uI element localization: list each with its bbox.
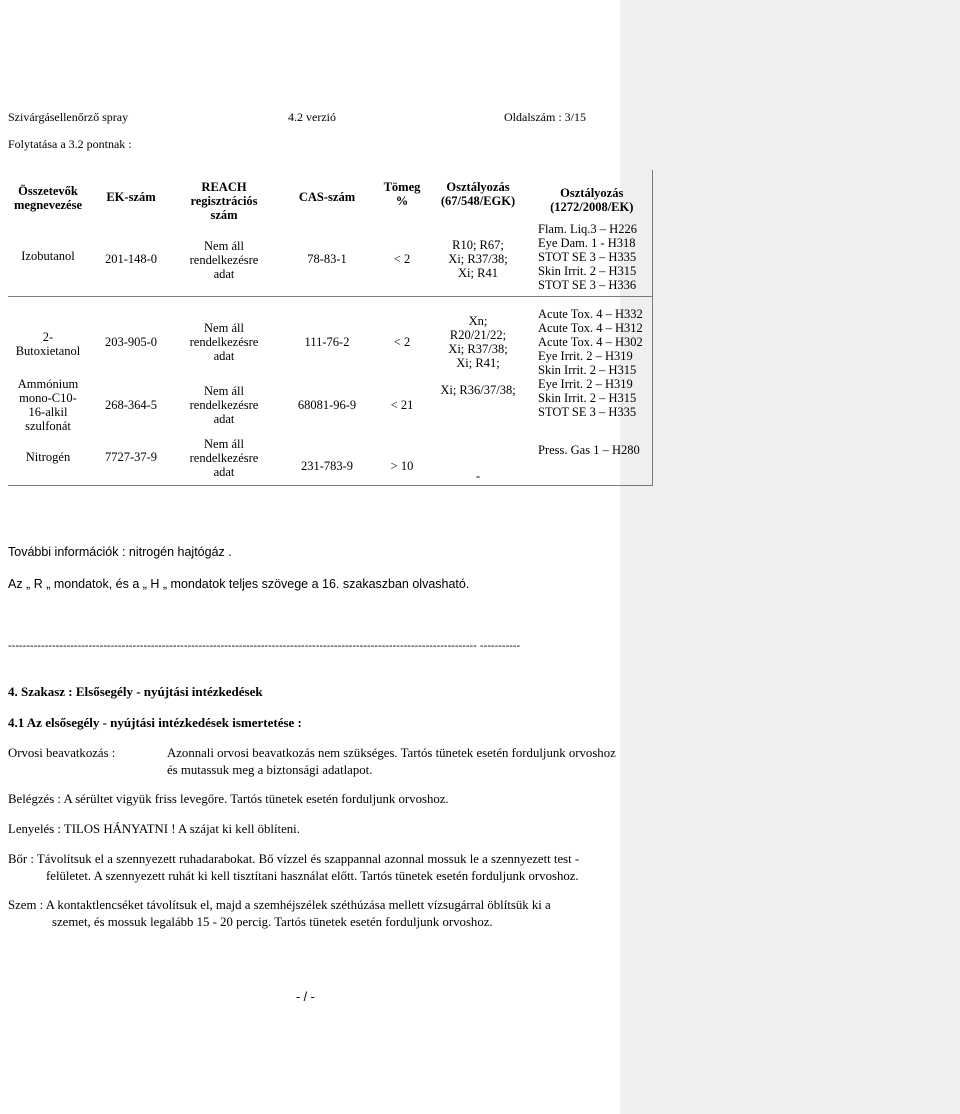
col-header-ek: EK-szám: [106, 190, 156, 204]
section-4-title: 4. Szakasz : Elsősegély - nyújtási intézkedések: [8, 684, 263, 699]
cell-class-67-line: Xi; R37/38;: [448, 252, 508, 266]
cell-name: Nitrogén: [8, 433, 88, 486]
r-h-phrases-note: Az „ R „ mondatok, és a „ H „ mondatok teljes szövege a 16. szakaszban olvasható.: [8, 577, 470, 591]
cell-class-67: [424, 377, 532, 433]
inhalation-text: A sérültet vigyük friss levegőre. Tartós tünetek esetén forduljunk orvoshoz.: [63, 792, 449, 806]
continuation-note: Folytatása a 3.2 pontnak :: [8, 137, 132, 151]
cell-reach-line: rendelkezésre: [189, 253, 259, 267]
eye-label: Szem :: [8, 898, 44, 912]
cell-class-67-line: R10; R67;: [452, 238, 504, 252]
cell-reach-line: adat: [213, 267, 235, 281]
first-aid-inhalation: [8, 791, 449, 808]
cell-class-67-line: Xi; R37/38;: [448, 342, 508, 356]
col-header-name: Összetevők megnevezése: [13, 184, 83, 212]
cell-name: Izobutanol: [21, 249, 75, 263]
ingestion-label: Lenyelés :: [8, 822, 61, 836]
cell-cas: 111-76-2: [304, 335, 350, 349]
cell-name-line: Butoxietanol: [15, 344, 81, 358]
cell-class-67: [424, 222, 532, 297]
cell-reach-line: Nem áll: [204, 437, 244, 451]
cell-class-1272-line: Skin Irrit. 2 – H315: [538, 264, 637, 278]
first-aid-eye: [8, 897, 551, 914]
cell-class-1272-line: Skin Irrit. 2 – H315: [538, 363, 637, 377]
version-label: 4.2 verzió: [288, 110, 336, 124]
cell-cas: 231-783-9: [274, 433, 380, 486]
section-4-1-title: 4.1 Az elsősegély - nyújtási intézkedések ismertetése :: [8, 715, 302, 730]
skin-text-line: Távolítsuk el a szennyezett ruhadarabokat. Bő vízzel és szappannal azonnal mossuk le a szennyezett test -: [36, 852, 580, 866]
cell-ek: 7727-37-9: [88, 433, 174, 486]
cell-mass: > 10: [380, 433, 424, 486]
cell-name: [8, 307, 88, 377]
cell-class-67: -: [424, 433, 532, 486]
eye-text-line: szemet, és mossuk legalább 15 - 20 percig. Tartós tünetek esetén forduljunk orvoshoz.: [52, 915, 493, 929]
cell-class-1272: [532, 377, 652, 433]
cell-reach-line: rendelkezésre: [189, 335, 259, 349]
cell-reach-line: rendelkezésre: [189, 451, 259, 465]
doctor-text-line: Azonnali orvosi beavatkozás nem szükséges. Tartós tünetek esetén forduljunk orvoshoz: [167, 746, 616, 760]
page-footer: - / -: [296, 990, 315, 1004]
cell-class-67-line: Xi; R41;: [456, 356, 500, 370]
cell-class-1272-line: Acute Tox. 4 – H302: [538, 335, 643, 349]
cell-class-67: [424, 307, 532, 377]
skin-label: Bőr :: [8, 852, 34, 866]
first-aid-doctor-text: [167, 745, 616, 779]
table-row: [8, 377, 652, 433]
first-aid-doctor: [8, 745, 115, 762]
cell-class-1272-line: STOT SE 3 – H336: [538, 278, 637, 292]
cell-name-line: 16-alkil: [28, 405, 68, 419]
document-title: Szivárgásellenőrző spray: [8, 110, 129, 124]
cell-name-line: szulfonát: [25, 419, 71, 433]
col-header-class-67: Osztályozás (67/548/EGK): [440, 180, 516, 208]
cell-class-1272-line: Acute Tox. 4 – H312: [538, 321, 643, 335]
col-header-mass: Tömeg %: [383, 180, 421, 208]
cell-mass: < 2: [393, 335, 411, 349]
cell-cas: 68081-96-9: [297, 398, 357, 412]
cell-class-1272-line: STOT SE 3 – H335: [538, 250, 637, 264]
table-row: [8, 433, 652, 486]
cell-name-line: 2-: [42, 330, 54, 344]
table-header-row: [8, 170, 652, 222]
page-number: Oldalszám : 3/15: [504, 110, 586, 124]
first-aid-ingestion: [8, 821, 300, 838]
cell-class-67-line: R20/21/22;: [449, 328, 507, 342]
cell-reach: [174, 307, 274, 377]
cell-reach: [174, 377, 274, 433]
doctor-text-line: és mutassuk meg a biztonsági adatlapot.: [167, 763, 373, 777]
first-aid-skin: [8, 851, 579, 868]
cell-class-67-line: Xn;: [468, 314, 488, 328]
cell-class-1272-line: Eye Dam. 1 - H318: [538, 236, 636, 250]
cell-class-1272-line: Eye Irrit. 2 – H319: [538, 349, 633, 363]
cell-reach: [174, 222, 274, 297]
cell-class-1272-line: Eye Irrit. 2 – H319: [538, 377, 633, 391]
col-header-class-1272: Osztályozás (1272/2008/EK): [532, 170, 652, 222]
cell-reach-line: adat: [213, 349, 235, 363]
cell-mass: < 21: [390, 398, 414, 412]
inhalation-label: Belégzés :: [8, 792, 61, 806]
cell-class-1272-line: Acute Tox. 4 – H332: [538, 307, 643, 321]
cell-class-1272: [532, 222, 652, 297]
ingredients-table: [8, 170, 653, 486]
col-header-reach: REACH regisztrációs szám: [190, 180, 258, 222]
skin-text-line: felületet. A szennyezett ruhát ki kell tisztítani használat előtt. Tartós tünetek esetén forduljunk orvoshoz.: [46, 869, 579, 883]
cell-ek: 203-905-0: [104, 335, 158, 349]
table-row: [8, 307, 652, 377]
cell-class-1272-line: Skin Irrit. 2 – H315: [538, 391, 637, 405]
cell-reach-line: Nem áll: [204, 321, 244, 335]
cell-reach-line: adat: [213, 465, 235, 479]
cell-name: [8, 377, 88, 433]
cell-class-67-line: Xi; R41: [458, 266, 498, 280]
cell-class-1272: Press. Gas 1 – H280: [532, 433, 652, 486]
cell-class-1272-line: STOT SE 3 – H335: [538, 405, 637, 419]
cell-cas: 78-83-1: [307, 252, 347, 266]
cell-class-1272: [532, 307, 652, 377]
doctor-label: Orvosi beavatkozás :: [8, 746, 116, 760]
eye-text-line: A kontaktlencséket távolítsuk el, majd a szemhéjszélek széthúzása mellett vízsugárral öblítsük ki a: [45, 898, 551, 912]
cell-mass: < 2: [393, 252, 411, 266]
cell-ek: 268-364-5: [104, 398, 158, 412]
cell-reach-line: rendelkezésre: [189, 398, 259, 412]
cell-ek: 201-148-0: [104, 252, 158, 266]
cell-class-67-line: Xi; R36/37/38;: [440, 383, 516, 397]
page-header: [0, 110, 620, 124]
cell-reach-line: Nem áll: [204, 384, 244, 398]
col-header-cas: CAS-szám: [298, 190, 356, 204]
cell-reach: [174, 433, 274, 486]
cell-class-1272-line: Flam. Liq.3 – H226: [538, 222, 637, 236]
table-row: [8, 222, 652, 297]
cell-name-line: Ammónium: [17, 377, 79, 391]
row-separator: [8, 297, 652, 308]
cell-reach-line: Nem áll: [204, 239, 244, 253]
cell-reach-line: adat: [213, 412, 235, 426]
ingestion-text: TILOS HÁNYATNI ! A szájat ki kell öblíteni.: [63, 822, 300, 836]
further-info: További információk : nitrogén hajtógáz .: [8, 545, 232, 559]
cell-name-line: mono-C10-: [19, 391, 77, 405]
comment-margin-panel: [620, 0, 960, 1114]
section-divider: -------------------------------------------------------------------------------------------------------------------------------- -----------: [8, 640, 521, 652]
